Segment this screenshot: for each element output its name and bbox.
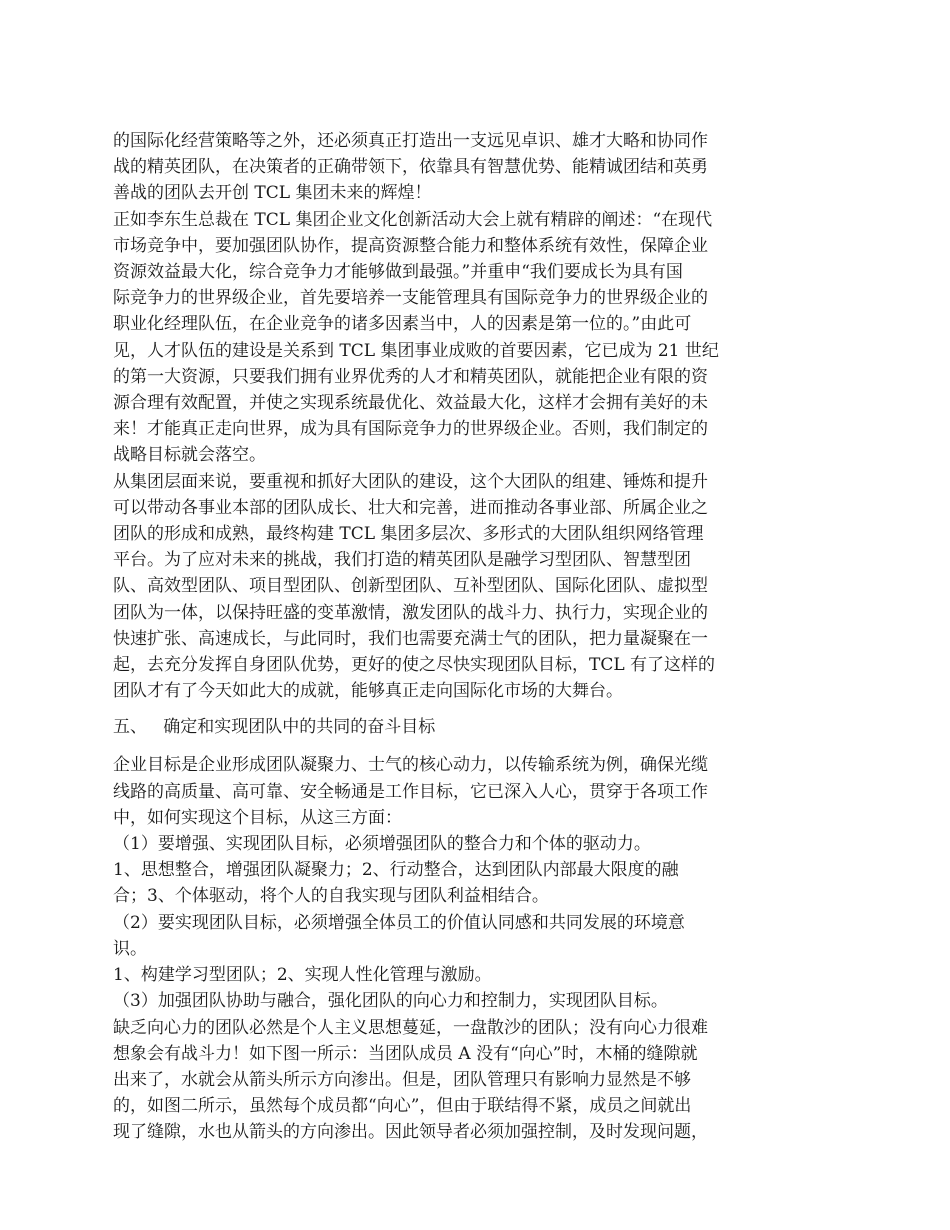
text-line: 际竞争力的世界级企业，首先要培养一支能管理具有国际竞争力的世界级企业的 [113,288,708,309]
text-line: 市场竞争中，要加强团队协作，提高资源整合能力和整体系统有效性，保障企业 [113,235,708,256]
text-line: 缺乏向心力的团队必然是个人主义思想蔓延，一盘散沙的团队；没有向心力很难 [113,1017,708,1038]
text-line: 源合理有效配置，并使之实现系统最优化、效益最大化，这样才会拥有美好的未 [113,393,708,414]
text-line: 队、高效型团队、项目型团队、创新型团队、互补型团队、国际化团队、虚拟型 [113,576,708,597]
text-line: （2）要实现团队目标，必须增强全体员工的价值认同感和共同发展的环境意 [113,912,685,933]
text-line: （1）要增强、实现团队目标，必须增强团队的整合力和个体的驱动力。 [113,834,651,855]
text-line: 团队才有了今天如此大的成就，能够真正走向国际化市场的大舞台。 [113,681,623,702]
text-line: 企业目标是企业形成团队凝聚力、士气的核心动力，以传输系统为例，确保光缆 [113,755,708,776]
text-line: 出来了，水就会从箭头所示方向渗出。但是，团队管理只有影响力显然是不够 [113,1069,691,1090]
text-line: 起，去充分发挥自身团队优势，更好的使之尽快实现团队目标，TCL 有了这样的 [113,655,716,676]
section-heading: 五、 确定和实现团队中的共同的奋斗目标 [113,717,436,738]
text-line: 资源效益最大化，综合竞争力才能够做到最强。”并重申“我们要成长为具有国 [113,262,683,283]
text-line: 团队的形成和成熟，最终构建 TCL 集团多层次、多形式的大团队组织网络管理 [113,524,704,545]
text-line: 现了缝隙，水也从箭头的方向渗出。因此领导者必须加强控制，及时发现问题， [113,1122,708,1143]
text-line: 合；3、个体驱动，将个人的自我实现与团队利益相结合。 [113,886,549,907]
text-line: 线路的高质量、高可靠、安全畅通是工作目标，它已深入人心，贯穿于各项工作 [113,781,708,802]
text-line: 中，如何实现这个目标，从这三方面： [113,807,402,828]
text-line: 的，如图二所示，虽然每个成员都“向心”，但由于联结得不紧，成员之间就出 [113,1096,692,1117]
text-line: 从集团层面来说，要重视和抓好大团队的建设，这个大团队的组建、锤炼和提升 [113,471,708,492]
text-line: 识。 [113,938,147,959]
text-line: 正如李东生总裁在 TCL 集团企业文化创新活动大会上就有精辟的阐述：“在现代 [113,209,713,230]
text-line: 的第一大资源，只要我们拥有业界优秀的人才和精英团队，就能把企业有限的资 [113,366,708,387]
paragraph-2 [113,207,765,469]
document-page [113,128,765,1146]
text-line: 可以带动各事业本部的团队成长、壮大和完善，进而推动各事业部、所属企业之 [113,497,708,518]
text-line: 战略目标就会落空。 [113,445,266,466]
text-line: 快速扩张、高速成长，与此同时，我们也需要充满士气的团队，把力量凝聚在一 [113,628,708,649]
paragraph-3 [113,469,765,705]
text-line: 来！才能真正走向世界，成为具有国际竞争力的世界级企业。否则，我们制定的 [113,419,708,440]
text-line: 平台。为了应对未来的挑战，我们打造的精英团队是融学习型团队、智慧型团 [113,550,691,571]
text-line: 想象会有战斗力！如下图一所示：当团队成员 A 没有“向心”时，木桶的缝隙就 [113,1043,698,1064]
text-line: 见，人才队伍的建设是关系到 TCL 集团事业成败的首要因素，它已成为 21 世纪 [113,340,719,361]
text-line: 1、构建学习型团队；2、实现人性化管理与激励。 [113,965,492,986]
text-line: 的国际化经营策略等之外，还必须真正打造出一支远见卓识、雄才大略和协同作 [113,131,708,151]
text-line: 团队为一体，以保持旺盛的变革激情，激发团队的战斗力、执行力，实现企业的 [113,602,708,623]
text-line: （3）加强团队协助与融合，强化团队的向心力和控制力，实现团队目标。 [113,991,668,1012]
text-line: 1、思想整合，增强团队凝聚力；2、行动整合，达到团队内部最大限度的融 [113,860,679,881]
paragraph-4 [113,752,765,1145]
text-line: 战的精英团队，在决策者的正确带领下，依靠具有智慧优势、能精诚团结和英勇 [113,157,708,178]
text-line: 善战的团队去开创 TCL 集团未来的辉煌！ [113,183,432,204]
paragraph-1 [113,128,765,207]
text-line: 职业化经理队伍，在企业竞争的诸多因素当中，人的因素是第一位的。”由此可 [113,314,692,335]
